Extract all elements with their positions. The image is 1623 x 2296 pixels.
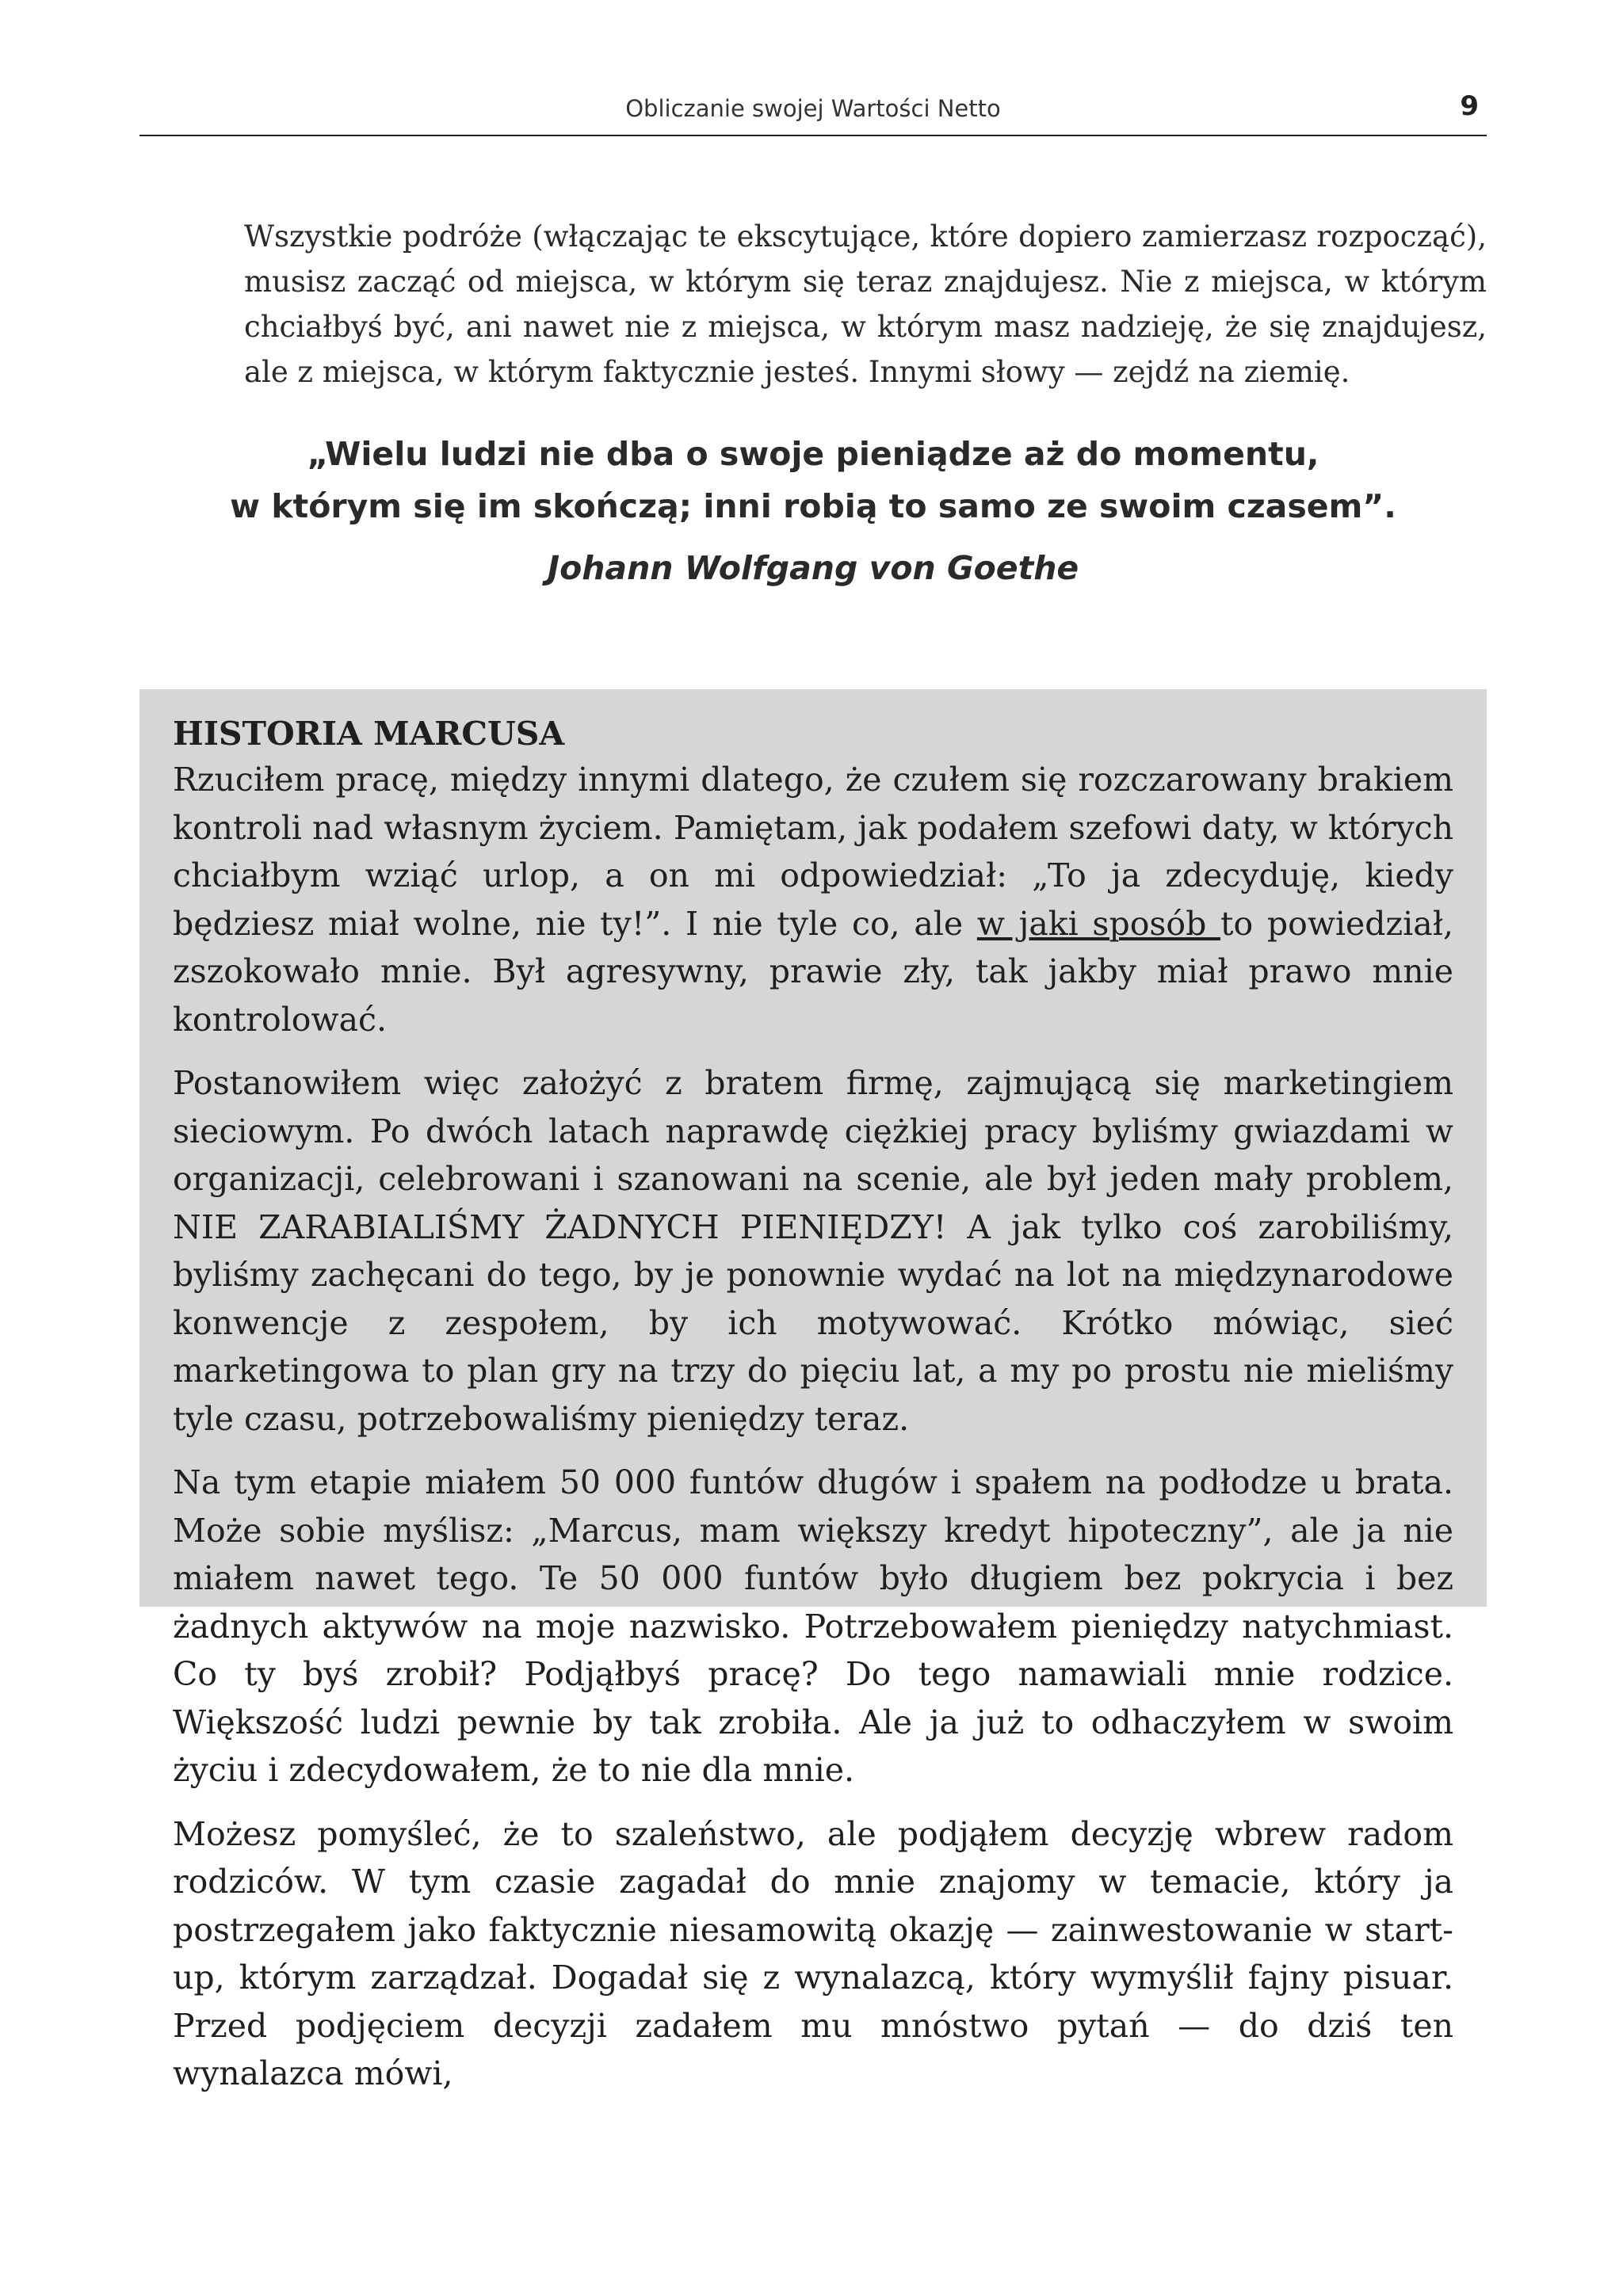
story-paragraph-1 <box>173 756 1453 1043</box>
story-paragraph-1-start: Rzuciłem pracę, między innymi dlatego, że czułem się rozczarowany brakiem kontroli nad własnym życiem. Pamiętam, jak podałem szefowi daty, w których chciałbym wziąć urlop, a on mi odpowiedział: „To ja zdecyduję, kiedy będziesz miał wolne, nie ty!”. I nie tyle co, ale <box>173 761 1453 943</box>
intro-paragraph: Wszystkie podróże (włączając te ekscytujące, które dopiero zamierzasz rozpocząć), musisz zacząć od miejsca, w którym się teraz znajdujesz. Nie z miejsca, w którym chciałbyś być, ani nawet nie z miejsca, w którym masz nadzieję, że się znajdujesz, ale z miejsca, w którym faktycznie jesteś. Innymi słowy — zejdź na ziemię. <box>244 219 1487 389</box>
story-sidebar-box <box>139 689 1487 2092</box>
quote-text <box>139 428 1487 532</box>
running-header <box>139 87 1487 136</box>
page-number: 9 <box>1460 90 1479 122</box>
epigraph-quote <box>139 428 1487 594</box>
quote-author: Johann Wolfgang von Goethe <box>547 549 1079 587</box>
story-heading: HISTORIA MARCUSA <box>173 715 565 753</box>
running-title: Obliczanie swojej Wartości Netto <box>625 95 1001 122</box>
quote-line-1: „Wielu ludzi nie dba o swoje pieniądze aż do momentu, <box>307 435 1319 473</box>
story-paragraph-3: Na tym etapie miałem 50 000 funtów długów i spałem na podłodze u brata. Może sobie myślisz: „Marcus, mam większy kredyt hipoteczny”, ale ja nie miałem nawet tego. Te 50 000 funtów było długiem bez pokrycia i bez żadnych aktywów na moje nazwisko. Potrzebowałem pieniędzy natychmiast. Co ty byś zrobił? Podjąłbyś pracę? Do tego namawiali mnie rodzice. Większość ludzi pewnie by tak zrobiła. Ale ja już to odhaczyłem w swoim życiu i zdecydowałem, że to nie dla mnie. <box>173 1463 1453 1789</box>
story-paragraph-2: Postanowiłem więc założyć z bratem firmę, zajmującą się marketingiem sieciowym. Po dwóch latach naprawdę ciężkiej pracy byliśmy gwiazdami w organizacji, celebrowani i szanowani na scenie, ale był jeden mały problem, NIE ZARABIALIŚMY ŻADNYCH PIENIĘDZY! A jak tylko coś zarobiliśmy, byliśmy zachęcani do tego, by je ponownie wydać na lot na międzynarodowe konwencje z zespołem, by ich motywować. Krótko mówiąc, sieć marketingowa to plan gry na trzy do pięciu lat, a my po prostu nie mieliśmy tyle czasu, potrzebowaliśmy pieniędzy teraz. <box>173 1064 1453 1438</box>
story-paragraph-4: Możesz pomyśleć, że to szaleństwo, ale podjąłem decyzję wbrew radom rodziców. W tym czasie zagadał do mnie znajomy w temacie, który ja postrzegałem jako faktycznie niesamowitą okazję — zainwestowanie w start-up, którym zarządzał. Dogadał się z wynalazcą, który wymyślił fajny pisuar. Przed podjęciem decyzji zadałem mu mnóstwo pytań — do dziś ten wynalazca mówi, <box>173 1814 1453 2092</box>
story-underlined-phrase: w jaki sposób <box>976 904 1221 943</box>
story-paragraph-1-end: to powiedział, zszokowało mnie. Był agresywny, prawie zły, tak jakby miał prawo mnie kontrolować. <box>173 904 1454 1039</box>
quote-line-2: w którym się im skończą; inni robią to samo ze swoim czasem”. <box>230 487 1396 525</box>
